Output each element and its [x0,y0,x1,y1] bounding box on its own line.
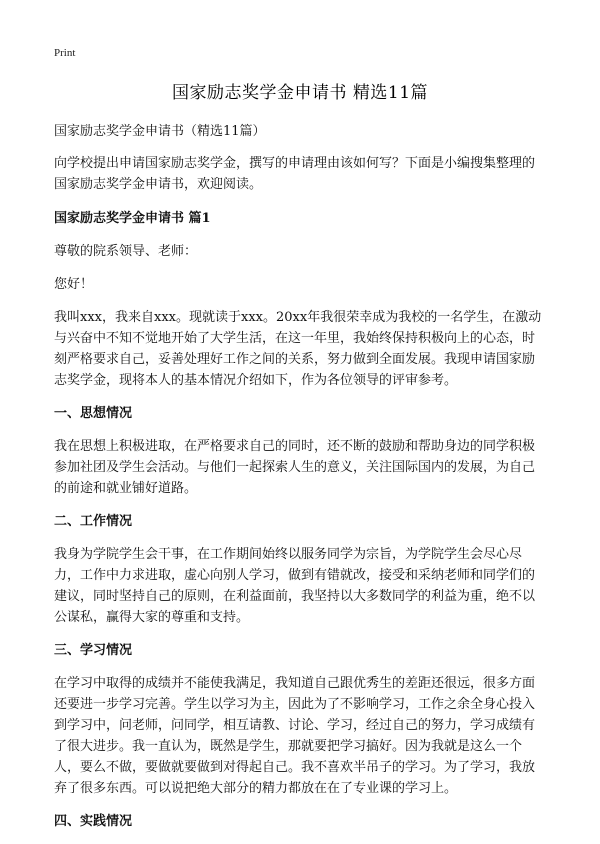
document-subtitle: 国家励志奖学金申请书（精选11篇） [54,124,266,139]
section-heading-practice: 四、实践情况 [54,814,133,829]
article-heading: 国家励志奖学金申请书 篇1 [54,211,211,226]
intro-paragraph: 向学校提出申请国家励志奖学金，撰写的申请理由该如何写？下面是小编搜集整理的国家励志奖学金申请书，欢迎阅读。 [54,156,536,192]
section-heading-study: 三、学习情况 [54,643,133,658]
section-text-work: 我身为学院学生会干事，在工作期间始终以服务同学为宗旨，为学院学生会尽心尽力，工作中力求进取，虚心向别人学习，做到有错就改，接受和采纳老师和同学们的建议，同时坚持自己的原则，在利益面前，我坚持以大多数同学的利益为重，绝不以公谋私，赢得大家的尊重和支持。 [54,547,536,625]
self-introduction-paragraph: 我叫xxx，我来自xxx。现就读于xxx。20xx年我很荣幸成为我校的一名学生，在激动与兴奋中不知不觉地开始了大学生活，在这一年里，我始终保持积极向上的心态，时刻严格要求自己，妥善处理好工作之间的关系，努力做到全面发展。我现申请国家励志奖学金，现将本人的基本情况介绍如下，作为各位领导的评审参考。 [54,310,542,388]
section-heading-thought: 一、思想情况 [54,406,133,421]
section-heading-work: 二、工作情况 [54,514,133,529]
salutation: 尊敬的院系领导、老师： [54,244,198,259]
section-text-thought: 我在思想上积极进取，在严格要求自己的同时，还不断的鼓励和帮助身边的同学积极参加社团及学生会活动。与他们一起探索人生的意义，关注国际国内的发展，为自己的前途和就业铺好道路。 [54,439,536,496]
page-title: 国家励志奖学金申请书 精选11篇 [171,83,429,103]
section-text-study: 在学习中取得的成绩并不能使我满足，我知道自己跟优秀生的差距还很远，很多方面还要进一步学习完善。学生以学习为主，因此为了不影响学习，工作之余全身心投入到学习中，问老师，问同学，相互请教、讨论、学习，经过自己的努力，学习成绩有了很大进步。我一直认为，既然是学生，那就要把学习搞好。因为我就是这么一个人，要么不做，要做就要做到对得起自己。我不喜欢半吊子的学习。为了学习，我放弃了很多东西。可以说把绝大部分的精力都放在在了专业课的学习上。 [54,676,536,796]
print-label: Print [54,47,76,59]
greeting: 您好！ [54,277,94,292]
document-body [54,121,546,844]
